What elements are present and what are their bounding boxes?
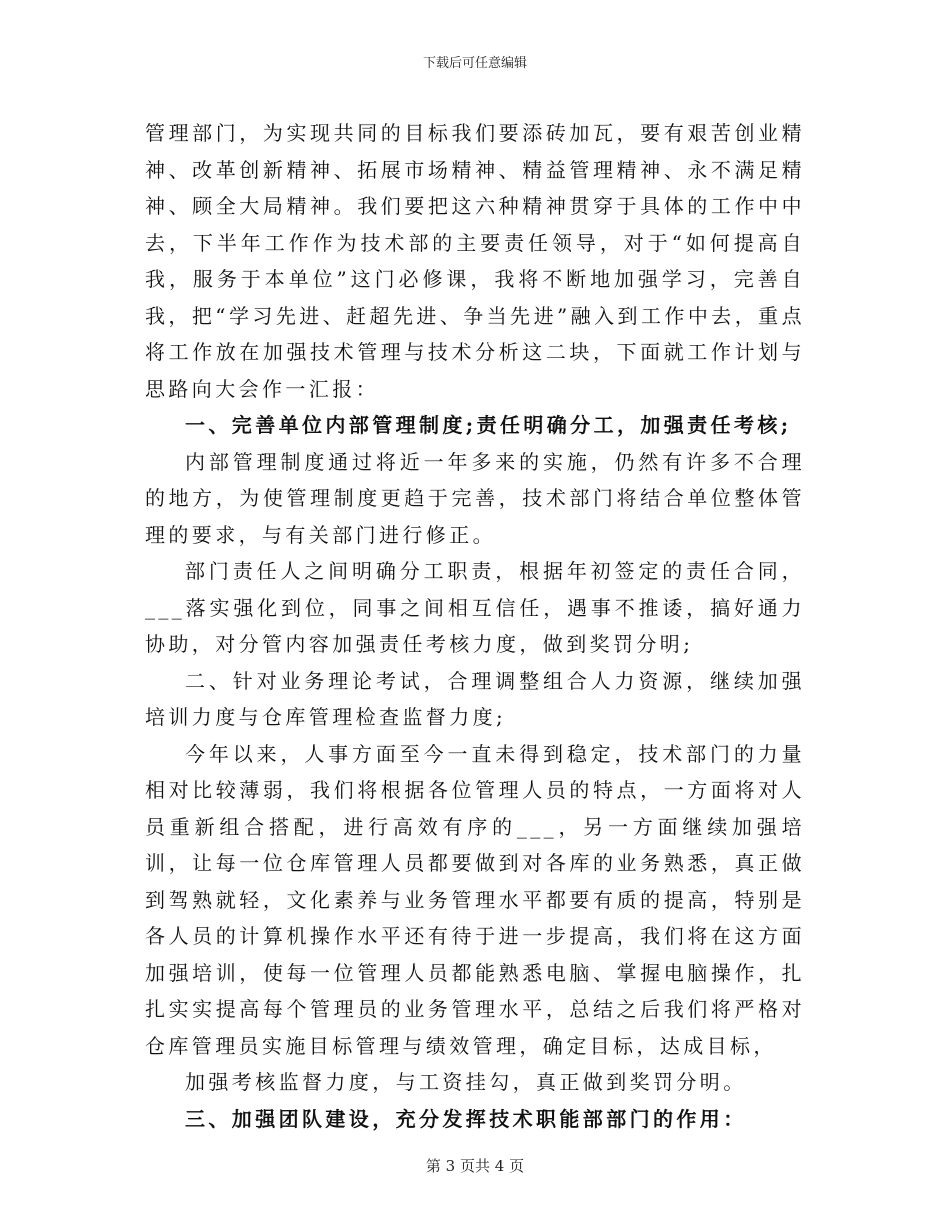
page-number-footer: 第 3 页共 4 页	[425, 1157, 525, 1175]
paragraph: 内部管理制度通过将近一年多来的实施，仍然有许多不合理的地方，为使管理制度更趋于完善，技术部门将结合单位整体管理的要求，与有关部门进行修正。	[145, 449, 805, 547]
paragraph: 加强考核监督力度，与工资挂勾，真正做到奖罚分明。	[185, 1070, 747, 1094]
paragraph: 部门责任人之间明确分工职责，根据年初签定的责任合同，___落实强化到位，同事之间相互信任，遇事不推诿，搞好通力协助，对分管内容加强责任考核力度，做到奖罚分明;	[145, 559, 805, 656]
paragraph-continued: 管理部门，为实现共同的目标我们要添砖加瓦，要有艰苦创业精神、改革创新精神、拓展市场精神、精益管理精神、永不满足精神、顾全大局精神。我们要把这六种精神贯穿于具体的工作中中去，下半年工作作为技术部的主要责任领导，对于“如何提高自我，服务于本单位”这门必修课，我将不断地加强学习，完善自我，把“学习先进、赶超先进、争当先进”融入到工作中去，重点将工作放在加强技术管理与技术分析这二块，下面就工作计划与思路向大会作一汇报：	[145, 121, 805, 401]
paragraph: 今年以来，人事方面至今一直未得到稳定，技术部门的力量相对比较薄弱，我们将根据各位管理人员的特点，一方面将对人员重新组合搭配，进行高效有序的___，另一方面继续加强培训，让每一位仓库管理人员都要做到对各库的业务熟悉，真正做到驾熟就轻，文化素养与业务管理水平都要有质的提高，特别是各人员的计算机操作水平还有待于进一步提高，我们将在这方面加强培训，使每一位管理人员都能熟悉电脑、掌握电脑操作，扎扎实实提高每个管理员的业务管理水平，总结之后我们将严格对仓库管理员实施目标管理与绩效管理，确定目标，达成目标，	[145, 741, 805, 1058]
section-heading-1: 一、完善单位内部管理制度;责任明确分工，加强责任考核;	[185, 413, 792, 437]
document-body	[145, 115, 805, 1137]
page-header: 下载后可任意编辑	[422, 56, 527, 71]
section-heading-2: 二、针对业务理论考试，合理调整组合人力资源，继续加强培训力度与仓库管理检查监督力度;	[145, 668, 805, 729]
section-heading-3: 三、加强团队建设，充分发挥技术职能部部门的作用：	[185, 1106, 747, 1131]
